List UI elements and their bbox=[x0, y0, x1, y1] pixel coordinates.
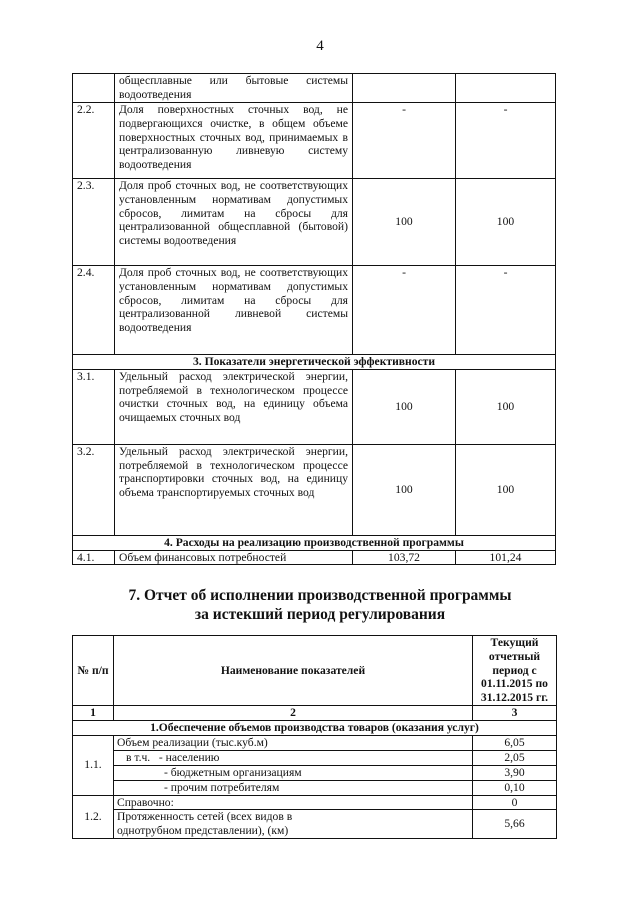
table-row bbox=[73, 369, 556, 444]
indicator-name: Удельный расход электрической энергии, потребляемой в технологическом процессе транспортировки сточных вод, на единицу объема транспортируемых сточных вод bbox=[115, 444, 353, 535]
table-row bbox=[73, 550, 556, 565]
value-cell: - bbox=[456, 103, 556, 179]
indicator-name: общесплавные или бытовые системы водоотведения bbox=[115, 74, 353, 103]
row-number: 2.2. bbox=[73, 103, 115, 179]
value-cell: 100 bbox=[353, 369, 456, 444]
indicator-name: в т.ч. - населению bbox=[114, 750, 473, 765]
value-cell: 100 bbox=[456, 179, 556, 266]
section-title: 1.Обеспечение объемов производства товаров (оказания услуг) bbox=[73, 720, 557, 735]
value-cell: 100 bbox=[456, 369, 556, 444]
indicator-name: Доля проб сточных вод, не соответствующих установленным нормативам допустимых сбросов, лимитам на сбросы для централизованной общесплавной (бытовой) системы водоотведения bbox=[115, 179, 353, 266]
table-row bbox=[73, 810, 557, 839]
header-num: № п/п bbox=[73, 636, 114, 706]
value-cell: - bbox=[456, 266, 556, 355]
section-title: 3. Показатели энергетической эффективности bbox=[73, 355, 556, 370]
row-number: 1.2. bbox=[73, 795, 114, 839]
header-period: Текущий отчетный период с 01.11.2015 по 31.12.2015 гг. bbox=[473, 636, 557, 706]
header-row bbox=[73, 636, 557, 706]
table-row bbox=[73, 795, 557, 810]
column-number: 1 bbox=[73, 705, 114, 720]
table-row bbox=[73, 74, 556, 103]
value-cell: - bbox=[353, 266, 456, 355]
value-cell bbox=[456, 74, 556, 103]
row-number: 3.2. bbox=[73, 444, 115, 535]
page-number: 4 bbox=[316, 38, 324, 54]
table-row bbox=[73, 103, 556, 179]
table-row bbox=[73, 750, 557, 765]
value-cell: 103,72 bbox=[353, 550, 456, 565]
section-title: 4. Расходы на реализацию производственной программы bbox=[73, 535, 556, 550]
value-cell: 3,90 bbox=[473, 765, 557, 780]
indicator-name: Доля поверхностных сточных вод, не подвергающихся очистке, в общем объеме поверхностных сточных вод, принимаемых в централизованную ливневую систему водоотведения bbox=[115, 103, 353, 179]
indicator-name: Объем реализации (тыс.куб.м) bbox=[114, 735, 473, 750]
column-number: 2 bbox=[114, 705, 473, 720]
row-number: 4.1. bbox=[73, 550, 115, 565]
table-row bbox=[73, 765, 557, 780]
indicator-name: - прочим потребителям bbox=[114, 780, 473, 795]
report-heading-line1: 7. Отчет об исполнении производственной программы bbox=[128, 587, 512, 604]
row-number: 2.4. bbox=[73, 266, 115, 355]
value-cell: 100 bbox=[353, 444, 456, 535]
value-cell: 0 bbox=[473, 795, 557, 810]
row-number: 2.3. bbox=[73, 179, 115, 266]
indicator-name: Доля проб сточных вод, не соответствующих установленным нормативам допустимых сбросов, лимитам на сбросы для централизованной ливневой системы водоотведения bbox=[115, 266, 353, 355]
value-cell: 100 bbox=[456, 444, 556, 535]
indicator-name: Справочно: bbox=[114, 795, 473, 810]
indicator-name: Протяженность сетей (всех видов в однотрубном представлении), (км) bbox=[114, 810, 473, 839]
row-number bbox=[73, 74, 115, 103]
indicator-name: Объем финансовых потребностей bbox=[115, 550, 353, 565]
table-row bbox=[73, 444, 556, 535]
section-row bbox=[73, 355, 556, 370]
table-row bbox=[73, 266, 556, 355]
header-name: Наименование показателей bbox=[114, 636, 473, 706]
value-cell: - bbox=[353, 103, 456, 179]
value-cell: 2,05 bbox=[473, 750, 557, 765]
value-cell: 0,10 bbox=[473, 780, 557, 795]
table-row bbox=[73, 179, 556, 266]
value-cell: 101,24 bbox=[456, 550, 556, 565]
column-number-row bbox=[73, 705, 557, 720]
row-number: 3.1. bbox=[73, 369, 115, 444]
report-heading-line2: за истекший период регулирования bbox=[194, 606, 446, 623]
indicators-table bbox=[72, 73, 556, 565]
table-row bbox=[73, 735, 557, 750]
indicator-name: Удельный расход электрической энергии, потребляемой в технологическом процессе очистки сточных вод, на единицу объема очищаемых сточных вод bbox=[115, 369, 353, 444]
value-cell bbox=[353, 74, 456, 103]
column-number: 3 bbox=[473, 705, 557, 720]
indicator-name: - бюджетным организациям bbox=[114, 765, 473, 780]
value-cell: 5,66 bbox=[473, 810, 557, 839]
value-cell: 100 bbox=[353, 179, 456, 266]
report-table bbox=[72, 635, 557, 839]
section-row bbox=[73, 720, 557, 735]
table-row bbox=[73, 780, 557, 795]
value-cell: 6,05 bbox=[473, 735, 557, 750]
section-row bbox=[73, 535, 556, 550]
row-number: 1.1. bbox=[73, 735, 114, 795]
